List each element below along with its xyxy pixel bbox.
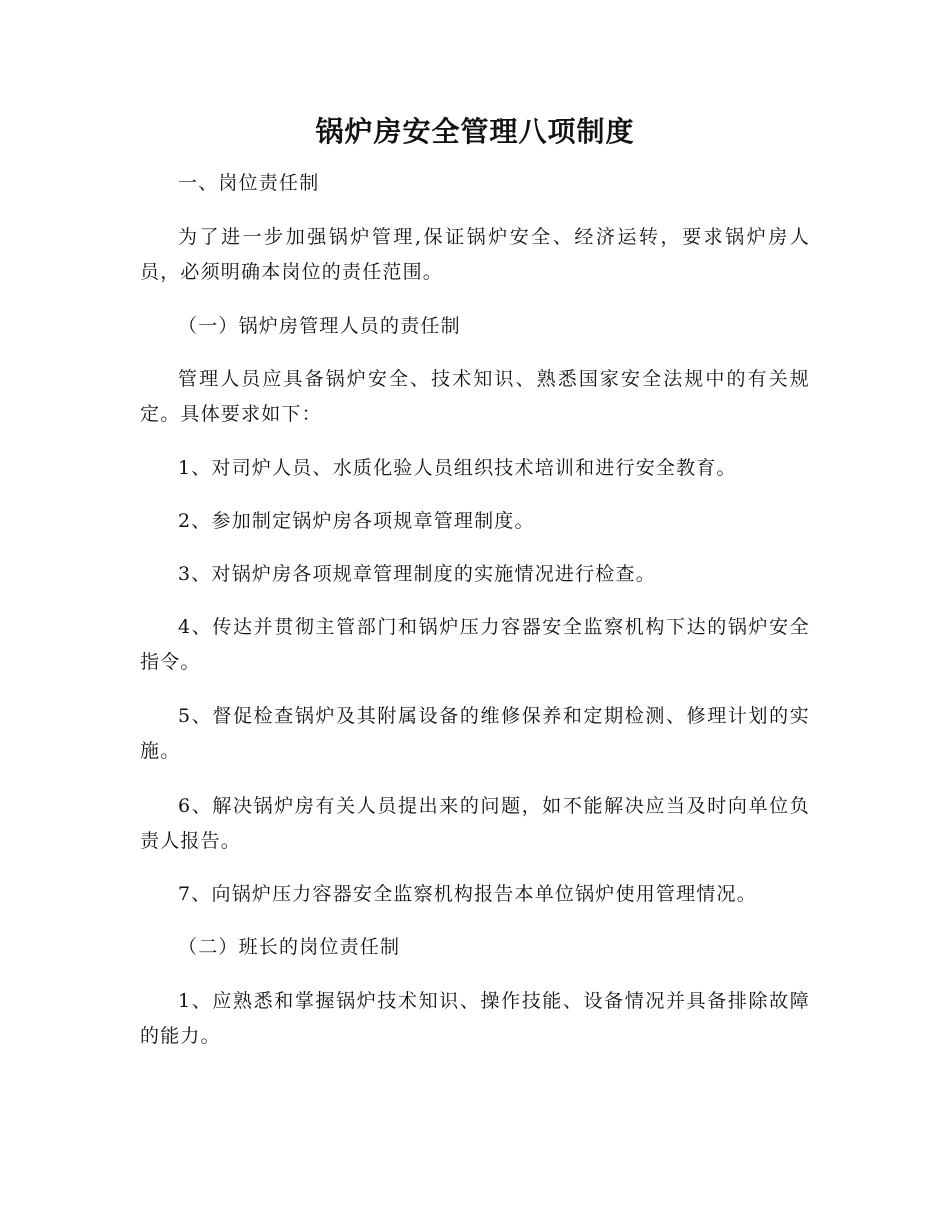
list-item-4: 4、传达并贯彻主管部门和锅炉压力容器安全监察机构下达的锅炉安全指令。 bbox=[140, 616, 810, 673]
paragraph-intro: 为了进一步加强锅炉管理,保证锅炉安全、经济运转，要求锅炉房人员，必须明确本岗位的责任范围。 bbox=[140, 226, 810, 283]
list-item-6: 6、解决锅炉房有关人员提出来的问题，如不能解决应当及时向单位负责人报告。 bbox=[140, 795, 810, 852]
subsection-heading-2: （二）班长的岗位责任制 bbox=[178, 936, 401, 958]
list-item-7: 7、向锅炉压力容器安全监察机构报告本单位锅炉使用管理情况。 bbox=[178, 883, 757, 905]
list-item-team-leader-1: 1、应熟悉和掌握锅炉技术知识、操作技能、设备情况并具备排除故障的能力。 bbox=[140, 990, 810, 1047]
list-item-5: 5、督促检查锅炉及其附属设备的维修保养和定期检测、修理计划的实施。 bbox=[140, 705, 810, 762]
document-title: 锅炉房安全管理八项制度 bbox=[315, 115, 635, 148]
section-heading-1: 一、岗位责任制 bbox=[178, 172, 320, 194]
list-item-3: 3、对锅炉房各项规章管理制度的实施情况进行检查。 bbox=[178, 563, 656, 585]
subsection-heading-1: （一）锅炉房管理人员的责任制 bbox=[178, 315, 461, 337]
paragraph-manager-requirements: 管理人员应具备锅炉安全、技术知识、熟悉国家安全法规中的有关规定。具体要求如下： bbox=[140, 368, 810, 425]
list-item-1: 1、对司炉人员、水质化验人员组织技术培训和进行安全教育。 bbox=[178, 457, 737, 479]
list-item-2: 2、参加制定锅炉房各项规章管理制度。 bbox=[178, 510, 535, 532]
